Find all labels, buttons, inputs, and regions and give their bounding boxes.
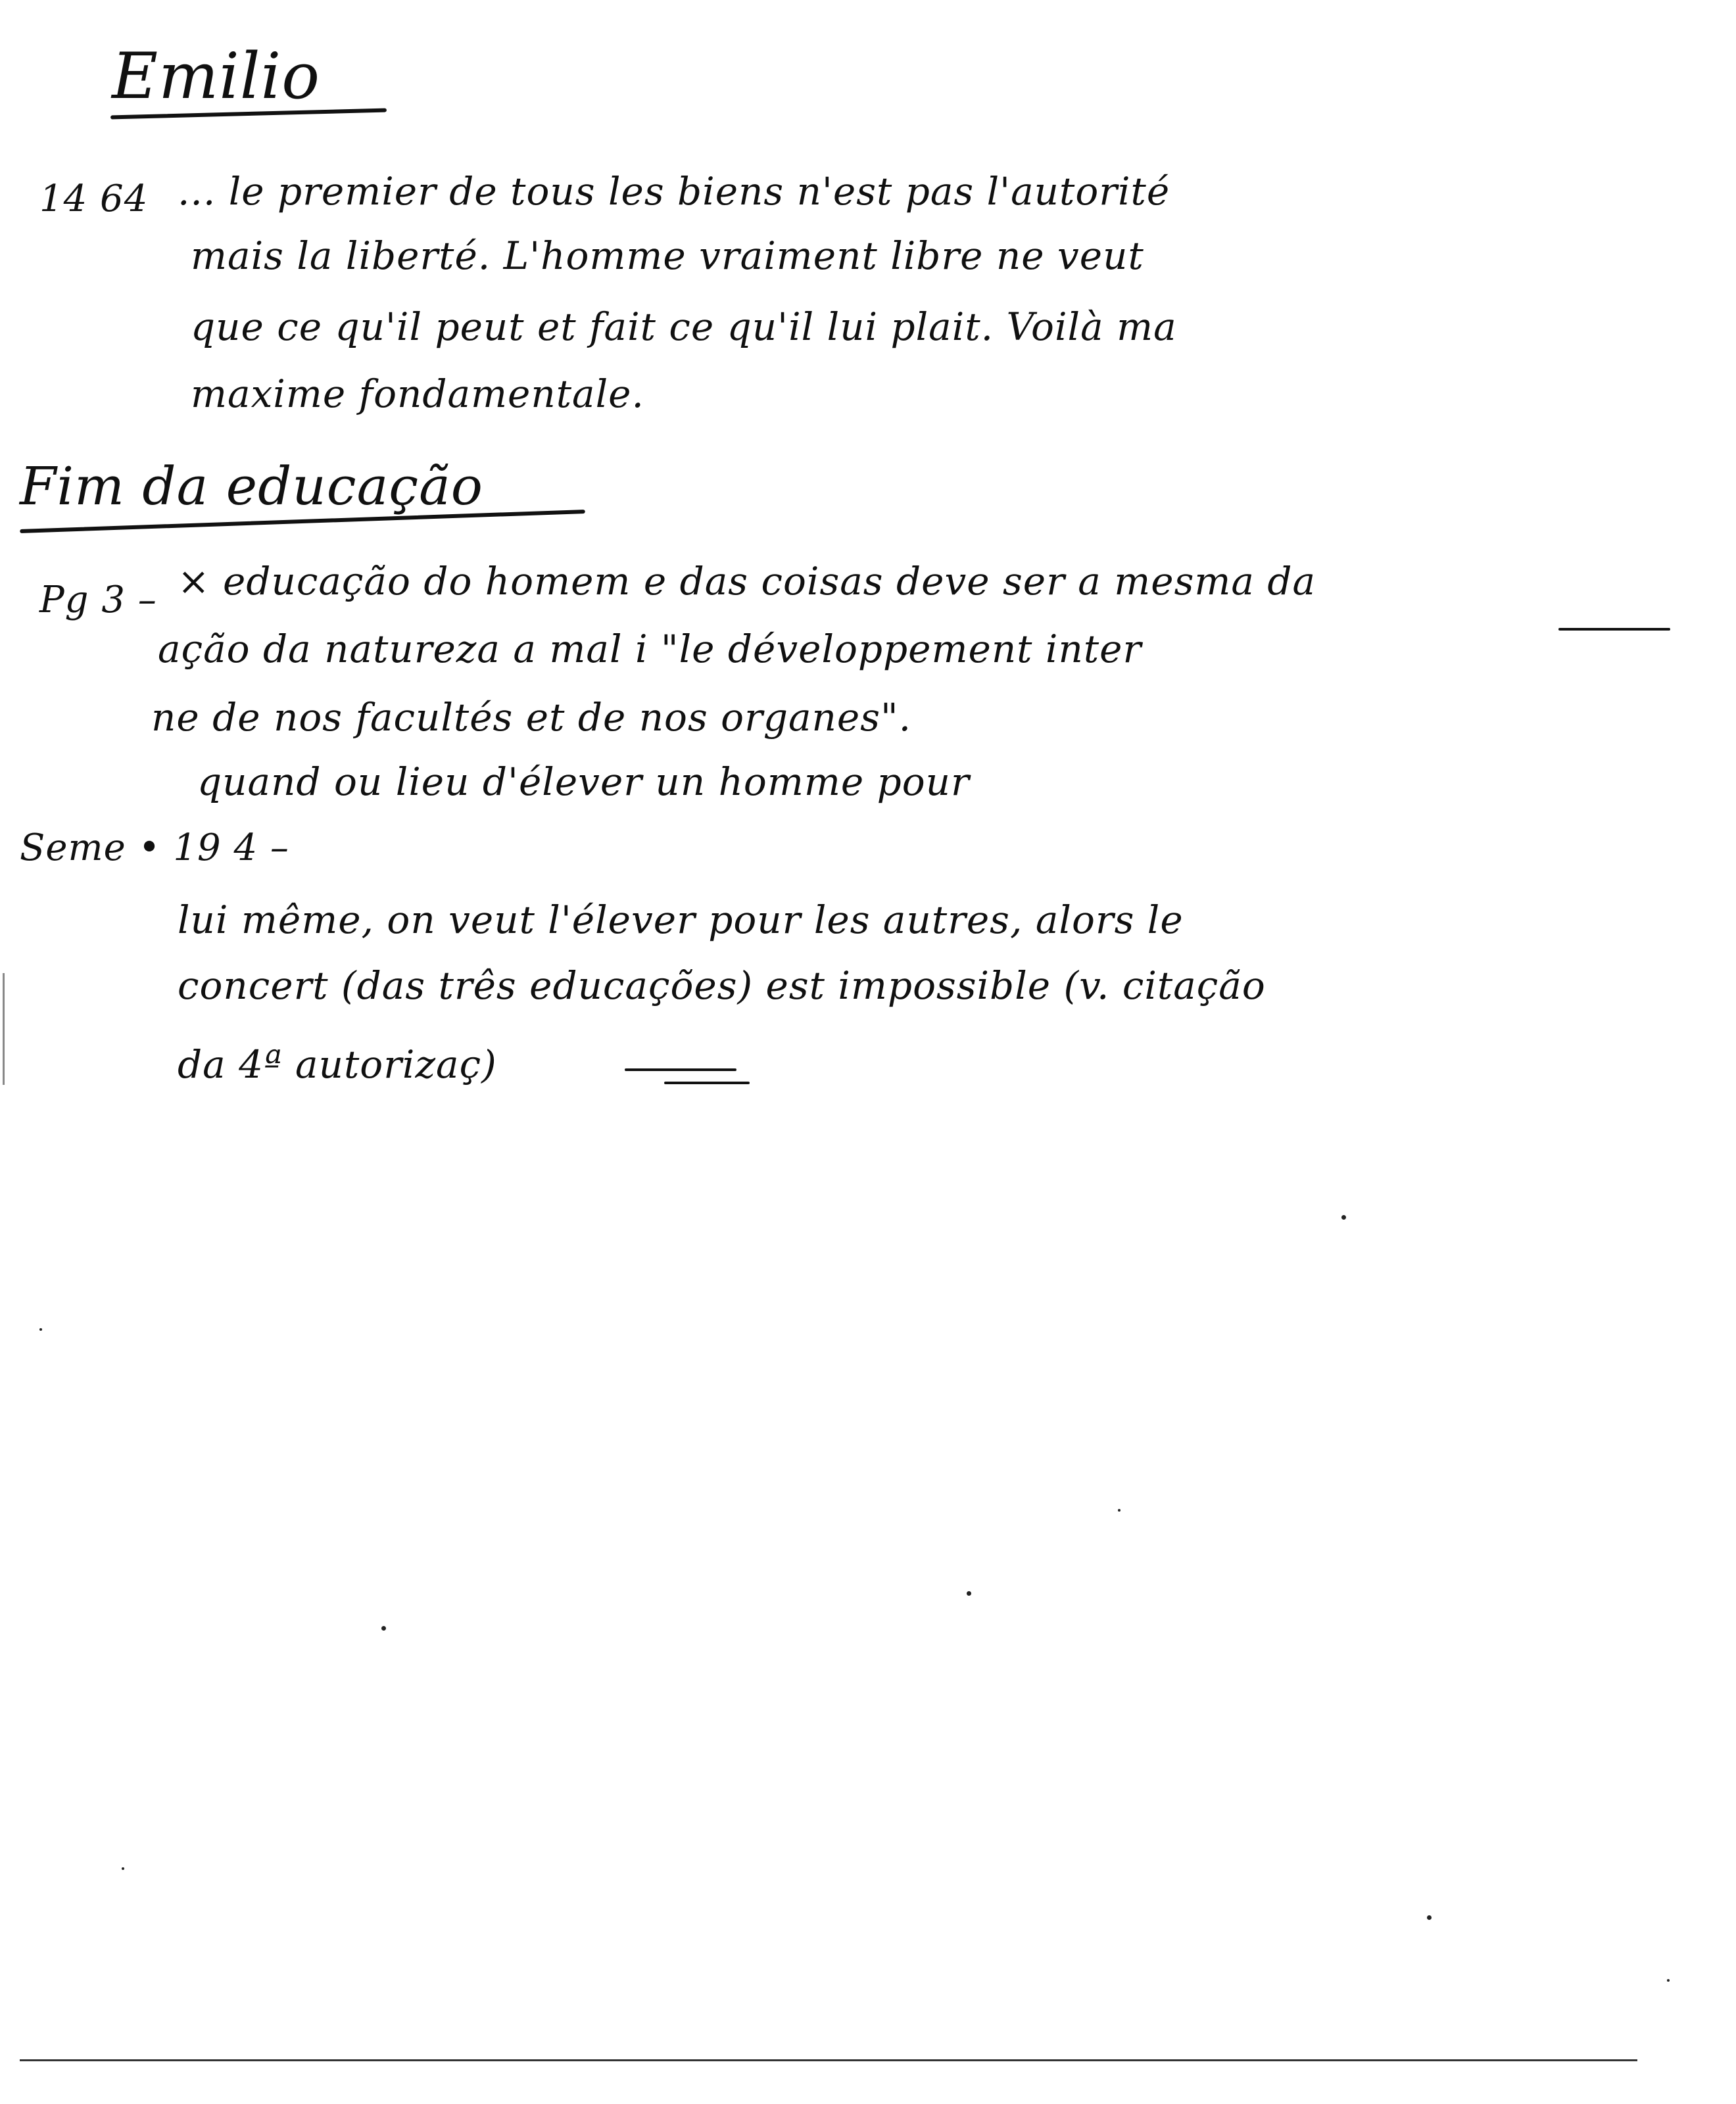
end-mark-line-1 xyxy=(625,1068,736,1071)
section2-heading: Fim da educação xyxy=(20,456,483,517)
speck xyxy=(1667,1979,1670,1982)
scan-edge xyxy=(3,973,5,1085)
section1-line-1: ... le premier de tous les biens n'est pas l'autorité xyxy=(178,169,1170,214)
page-heading: Emilio xyxy=(112,39,321,113)
speck xyxy=(1341,1215,1346,1220)
section1-line-4: maxime fondamentale. xyxy=(191,371,644,416)
speck xyxy=(39,1328,42,1331)
section2-line-6: concert (das três educações) est impossible (v. citação xyxy=(178,963,1266,1008)
speck xyxy=(1427,1915,1432,1920)
section2-line-2: ação da natureza a mal i "le développement inter xyxy=(158,627,1142,671)
section2-line-1: × educação do homem e das coisas deve ser a mesma da xyxy=(178,559,1316,604)
section1-line-2: mais la liberté. L'homme vraiment libre ne veut xyxy=(191,233,1144,278)
section2-line-7: da 4ª autorizaç) xyxy=(178,1042,497,1087)
speck xyxy=(122,1867,124,1870)
speck xyxy=(381,1626,386,1631)
speck xyxy=(1118,1509,1121,1512)
section2-line-3: ne de nos facultés et de nos organes". xyxy=(151,695,912,740)
section2-margin-label-2: Seme • 19 4 – xyxy=(20,826,289,869)
section2-margin-label: Pg 3 – xyxy=(39,579,157,621)
section2-line-5: lui même, on veut l'élever pour les autres, alors le xyxy=(178,897,1184,942)
section1-line-3: que ce qu'il peut et fait ce qu'il lui plait. Voilà ma xyxy=(191,304,1177,349)
end-mark-line-2 xyxy=(664,1082,750,1084)
section1-margin-label: 14 64 xyxy=(39,178,149,220)
section2-line-4: quand ou lieu d'élever un homme pour xyxy=(197,759,970,804)
inter-underline xyxy=(1558,628,1670,631)
speck xyxy=(967,1591,971,1596)
bottom-scan-line xyxy=(20,2059,1637,2061)
